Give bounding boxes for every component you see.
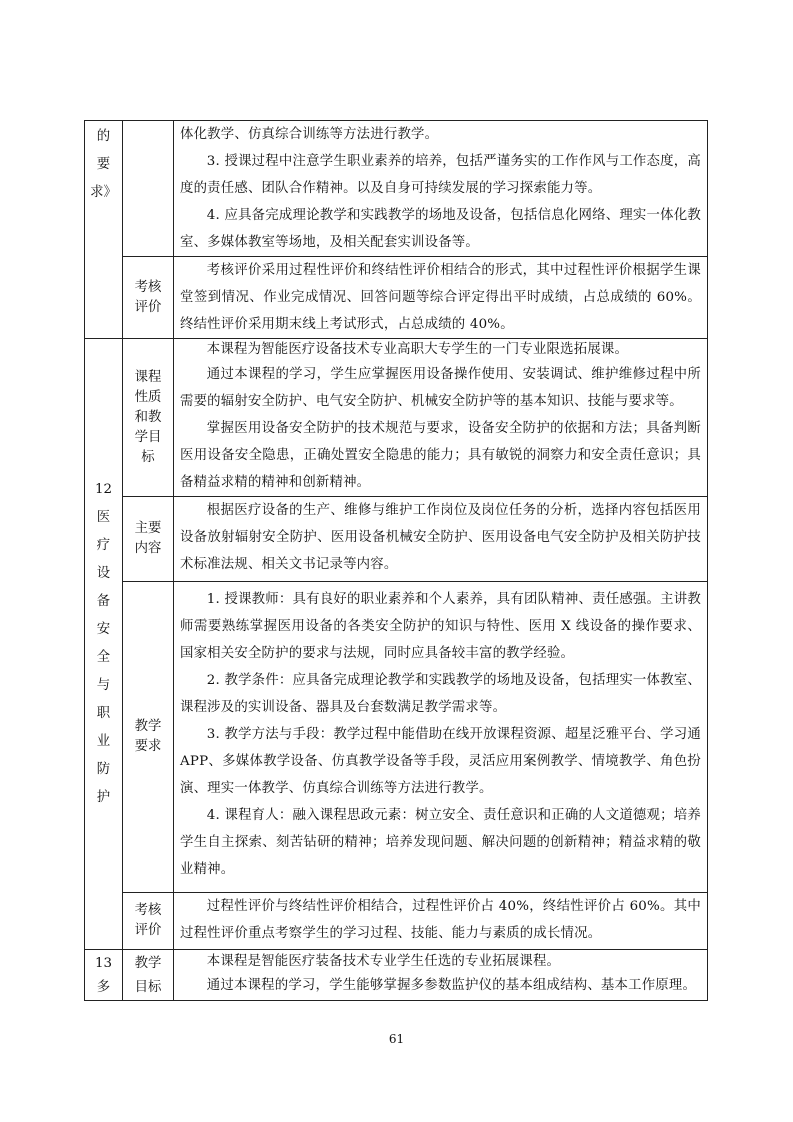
course13-goal-row [85,950,708,1001]
course-name-char: 职 [96,706,111,721]
course12-teach-para-3: 4. 课程育人：融入课程思政元素：树立安全、责任意识和正确的人文道德观；培养学生自主探索、刻苦钻研的精神；培养发现问题、解决问题的创新精神；精益求精的敬业精神。 [180,808,701,877]
course13-goal-label-cell [123,950,174,1001]
course12-goal-label [123,368,173,468]
course-name-char: 12 [94,482,113,497]
course13-goal-para-0: 本课程是智能医疗装备技术专业学生任选的专业拓展课程。 [206,954,561,969]
course12-goal-row [85,339,708,497]
course12-content-label [123,519,173,559]
course-name-char: 安 [96,622,111,637]
course12-goal-para-1: 通过本课程的学习，学生应掌握医用设备操作使用、安装调试、维护维修过程中所需要的辐射安全防护、电气安全防护、机械安全防护等的基本知识、技能与要求等。 [180,367,701,409]
course-name-char: 疗 [96,538,111,553]
label-line: 标 [141,449,155,465]
prev-assess-label [123,278,173,318]
course12-teach-label-cell [123,582,174,893]
label-line: 和教 [134,409,162,425]
course12-assess-text-cell [174,893,708,950]
course-name-char: 设 [96,566,111,581]
label-line: 考核 [134,279,162,295]
course-table [84,120,708,1001]
label-line: 性质 [134,389,162,405]
page-number: 61 [388,1032,405,1046]
course-name-char: 的 [96,129,111,144]
prev-course-name-cell [85,121,123,339]
course12-content-text: 根据医疗设备的生产、维修与维护工作岗位及岗位任务的分析，选择内容包括医用设备放射辐射安全防护、医用设备机械安全防护、医用设备电气安全防护及相关防护技术标准法规、相关文书记录等内容。 [180,503,701,572]
course12-teach-para-1: 2. 教学条件：应具备完成理论教学和实践教学的场地及设备，包括理实一体教室、课程涉及的实训设备、器具及台套数满足教学需求等。 [180,673,701,715]
course-name-char: 13 [94,956,113,971]
label-line: 教学 [134,956,162,971]
course12-goal-label-cell [123,339,174,497]
prev-assess-label-cell [123,257,174,339]
course-name-char: 防 [96,762,111,777]
course-name-char: 全 [96,650,111,665]
label-line: 学目 [134,429,162,445]
label-line: 目标 [134,980,162,995]
label-line: 教学 [134,719,162,734]
prev-assess-text: 考核评价采用过程性评价和终结性评价相结合的形式，其中过程性评价根据学生课堂签到情况、作业完成情况、回答问题等综合评定得出平时成绩，占总成绩的 60%。终结性评价采用期末线上考试形式，占总成绩的 40%。 [180,263,701,332]
course12-assess-label-cell [123,893,174,950]
course12-name-cell [85,339,123,950]
prev-teaching-label-cell [123,121,174,257]
label-line: 主要 [134,521,162,536]
course12-goal-para-0: 本课程为智能医疗设备技术专业高职大专学生的一门专业限选拓展课。 [206,342,629,357]
prev-assess-text-cell [174,257,708,339]
label-line: 评价 [134,299,162,315]
course-name-char: 要 [96,157,111,172]
course12-teach-text-cell [174,582,708,893]
course12-name [85,476,122,812]
course12-content-label-cell [123,497,174,582]
prev-course-name [85,121,122,207]
course13-goal-para-1: 通过本课程的学习，学生能够掌握多参数监护仪的基本组成结构、基本工作原理。 [206,978,697,993]
course12-assess-text: 过程性评价与终结性评价相结合，过程性评价占 40%，终结性评价占 60%。其中过程性评价重点考察学生的学习过程、技能、能力与素质的成长情况。 [180,899,701,941]
course-name-char: 求》 [90,185,117,200]
course12-teach-label [123,717,173,757]
label-line: 内容 [134,541,162,556]
course-name-char: 医 [96,510,111,525]
label-line: 要求 [134,739,162,754]
course-name-char: 与 [96,678,111,693]
course12-content-row [85,497,708,582]
prev-assess-row [85,257,708,339]
course-name-char: 多 [96,980,111,995]
label-line: 考核 [134,903,162,918]
prev-teaching-para-1: 3. 授课过程中注意学生职业素养的培养，包括严谨务实的工作作风与工作态度，高度的责任感、团队合作精神。以及自身可持续发展的学习探索能力等。 [180,154,701,196]
course12-teach-para-2: 3. 教学方法与手段：教学过程中能借助在线开放课程资源、超星泛雅平台、学习通 APP、多媒体教学设备、仿真教学设备等手段，灵活应用案例教学、情境教学、角色扮演、理实一体教学、仿真综合训练等方法进行教学。 [180,727,701,796]
prev-teaching-para-0: 体化教学、仿真综合训练等方法进行教学。 [180,127,439,142]
course12-assess-row [85,893,708,950]
course13-goal-text-cell [174,950,708,1001]
course12-teach-para-0: 1. 授课教师：具有良好的职业素养和个人素养，具有团队精神、责任感强。主讲教师需要熟练掌握医用设备的各类安全防护的知识与特性、医用 X 线设备的操作要求、国家相关安全防护的要求与法规，同时应具备较丰富的教学经验。 [180,592,701,661]
prev-teaching-text-cell [174,121,708,257]
label-line: 课程 [134,369,162,385]
course12-assess-label [123,901,173,941]
course-name-char: 备 [96,594,111,609]
course-name-char: 护 [96,790,111,805]
label-line: 评价 [134,923,162,938]
course12-goal-para-2: 掌握医用设备安全防护的技术规范与要求，设备安全防护的依据和方法；具备判断医用设备安全隐患，正确处置安全隐患的能力；具有敏锐的洞察力和安全责任意识；具备精益求精的精神和创新精神。 [180,421,701,490]
course13-name-cell [85,950,123,1001]
course-name-char: 业 [96,734,111,749]
course13-goal-label [123,950,173,1000]
course12-goal-text-cell [174,339,708,497]
prev-teaching-row [85,121,708,257]
prev-teaching-para-2: 4. 应具备完成理论教学和实践教学的场地及设备，包括信息化网络、理实一体化教室、多媒体教室等场地，及相关配套实训设备等。 [180,208,701,250]
course12-content-text-cell [174,497,708,582]
course12-teach-row [85,582,708,893]
course13-name [85,950,122,1000]
